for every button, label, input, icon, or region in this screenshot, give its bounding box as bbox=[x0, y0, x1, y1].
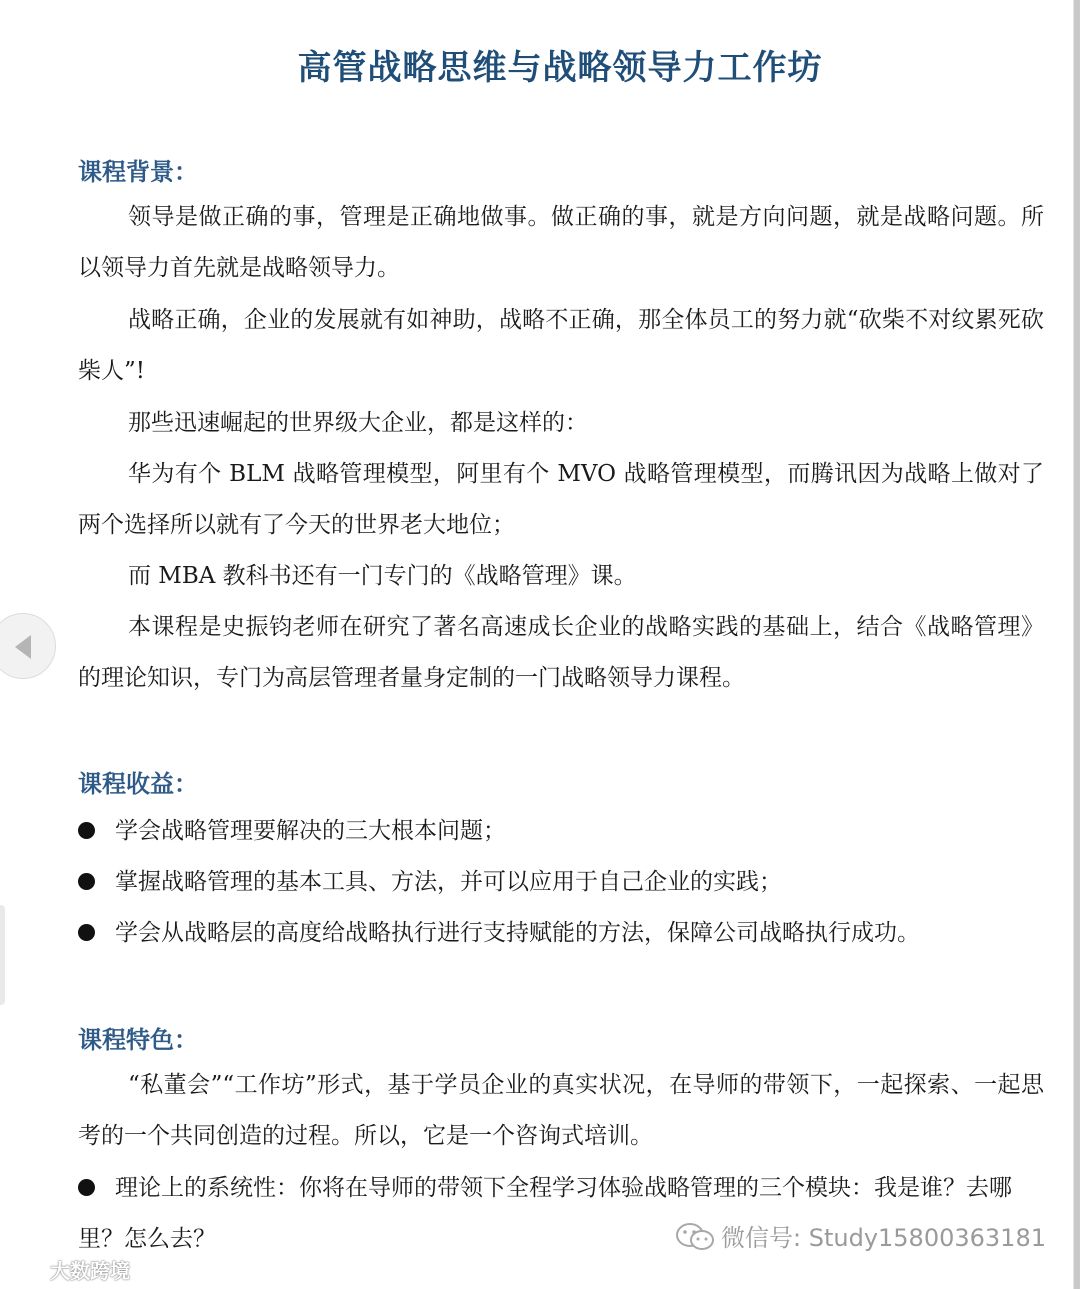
page-title: 高管战略思维与战略领导力工作坊 bbox=[297, 48, 823, 88]
benefit-item-3 bbox=[78, 908, 1044, 959]
background-paragraph-2: 战略正确，企业的发展就有如神助，战略不正确，那全体员工的努力就“砍柴不对纹累死砍柴人”! bbox=[78, 307, 1044, 384]
chevron-left-icon bbox=[15, 635, 31, 659]
brand-watermark-text: 大数跨境 bbox=[50, 1259, 130, 1283]
right-edge-line bbox=[1073, 0, 1074, 1289]
benefit-text-1: 学会战略管理要解决的三大根本问题； bbox=[115, 818, 506, 844]
background-paragraph-6: 本课程是史振钧老师在研究了著名高速成长企业的战略实践的基础上，结合《战略管理》的理论知识，专门为高层管理者量身定制的一门战略领导力课程。 bbox=[78, 614, 1044, 691]
background-paragraph-5: 而 MBA 教科书还有一门专门的《战略管理》课。 bbox=[128, 563, 637, 589]
wechat-watermark bbox=[675, 1218, 1046, 1258]
benefit-text-2: 掌握战略管理的基本工具、方法，并可以应用于自己企业的实践； bbox=[115, 869, 782, 895]
benefit-item-1 bbox=[78, 806, 1044, 857]
bullet-icon bbox=[78, 822, 95, 839]
previous-page-button[interactable] bbox=[0, 613, 56, 679]
bullet-icon bbox=[78, 873, 95, 890]
section-heading-background: 课程背景： bbox=[78, 157, 198, 186]
background-paragraph-1: 领导是做正确的事，管理是正确地做事。做正确的事，就是方向问题，就是战略问题。所以领导力首先就是战略领导力。 bbox=[78, 204, 1044, 281]
bullet-icon bbox=[78, 1179, 95, 1196]
background-paragraph-3: 那些迅速崛起的世界级大企业，都是这样的： bbox=[128, 410, 588, 436]
side-edge-tab[interactable] bbox=[0, 905, 5, 1005]
brand-logo-icon bbox=[8, 1260, 46, 1282]
wechat-id-text: 微信号: Study15800363181 bbox=[721, 1224, 1046, 1252]
right-edge-scrollbar[interactable] bbox=[1074, 0, 1080, 1289]
section-heading-features: 课程特色： bbox=[78, 1025, 198, 1054]
brand-watermark bbox=[8, 1255, 130, 1284]
feature-text-1: 理论上的系统性：你将在导师的带领下全程学习体验战略管理的三个模块：我是谁？去哪里？怎么去？ bbox=[78, 1175, 1012, 1252]
benefit-text-3: 学会从战略层的高度给战略执行进行支持赋能的方法，保障公司战略执行成功。 bbox=[115, 920, 920, 946]
wechat-icon bbox=[675, 1222, 715, 1258]
features-paragraph: “私董会”“工作坊”形式，基于学员企业的真实状况，在导师的带领下，一起探索、一起思考的一个共同创造的过程。所以，它是一个咨询式培训。 bbox=[78, 1072, 1044, 1149]
background-paragraph-4: 华为有个 BLM 战略管理模型，阿里有个 MVO 战略管理模型，而腾讯因为战略上做对了两个选择所以就有了今天的世界老大地位； bbox=[78, 461, 1044, 538]
benefit-item-2 bbox=[78, 857, 1044, 908]
section-heading-benefits: 课程收益： bbox=[78, 769, 198, 798]
bullet-icon bbox=[78, 924, 95, 941]
